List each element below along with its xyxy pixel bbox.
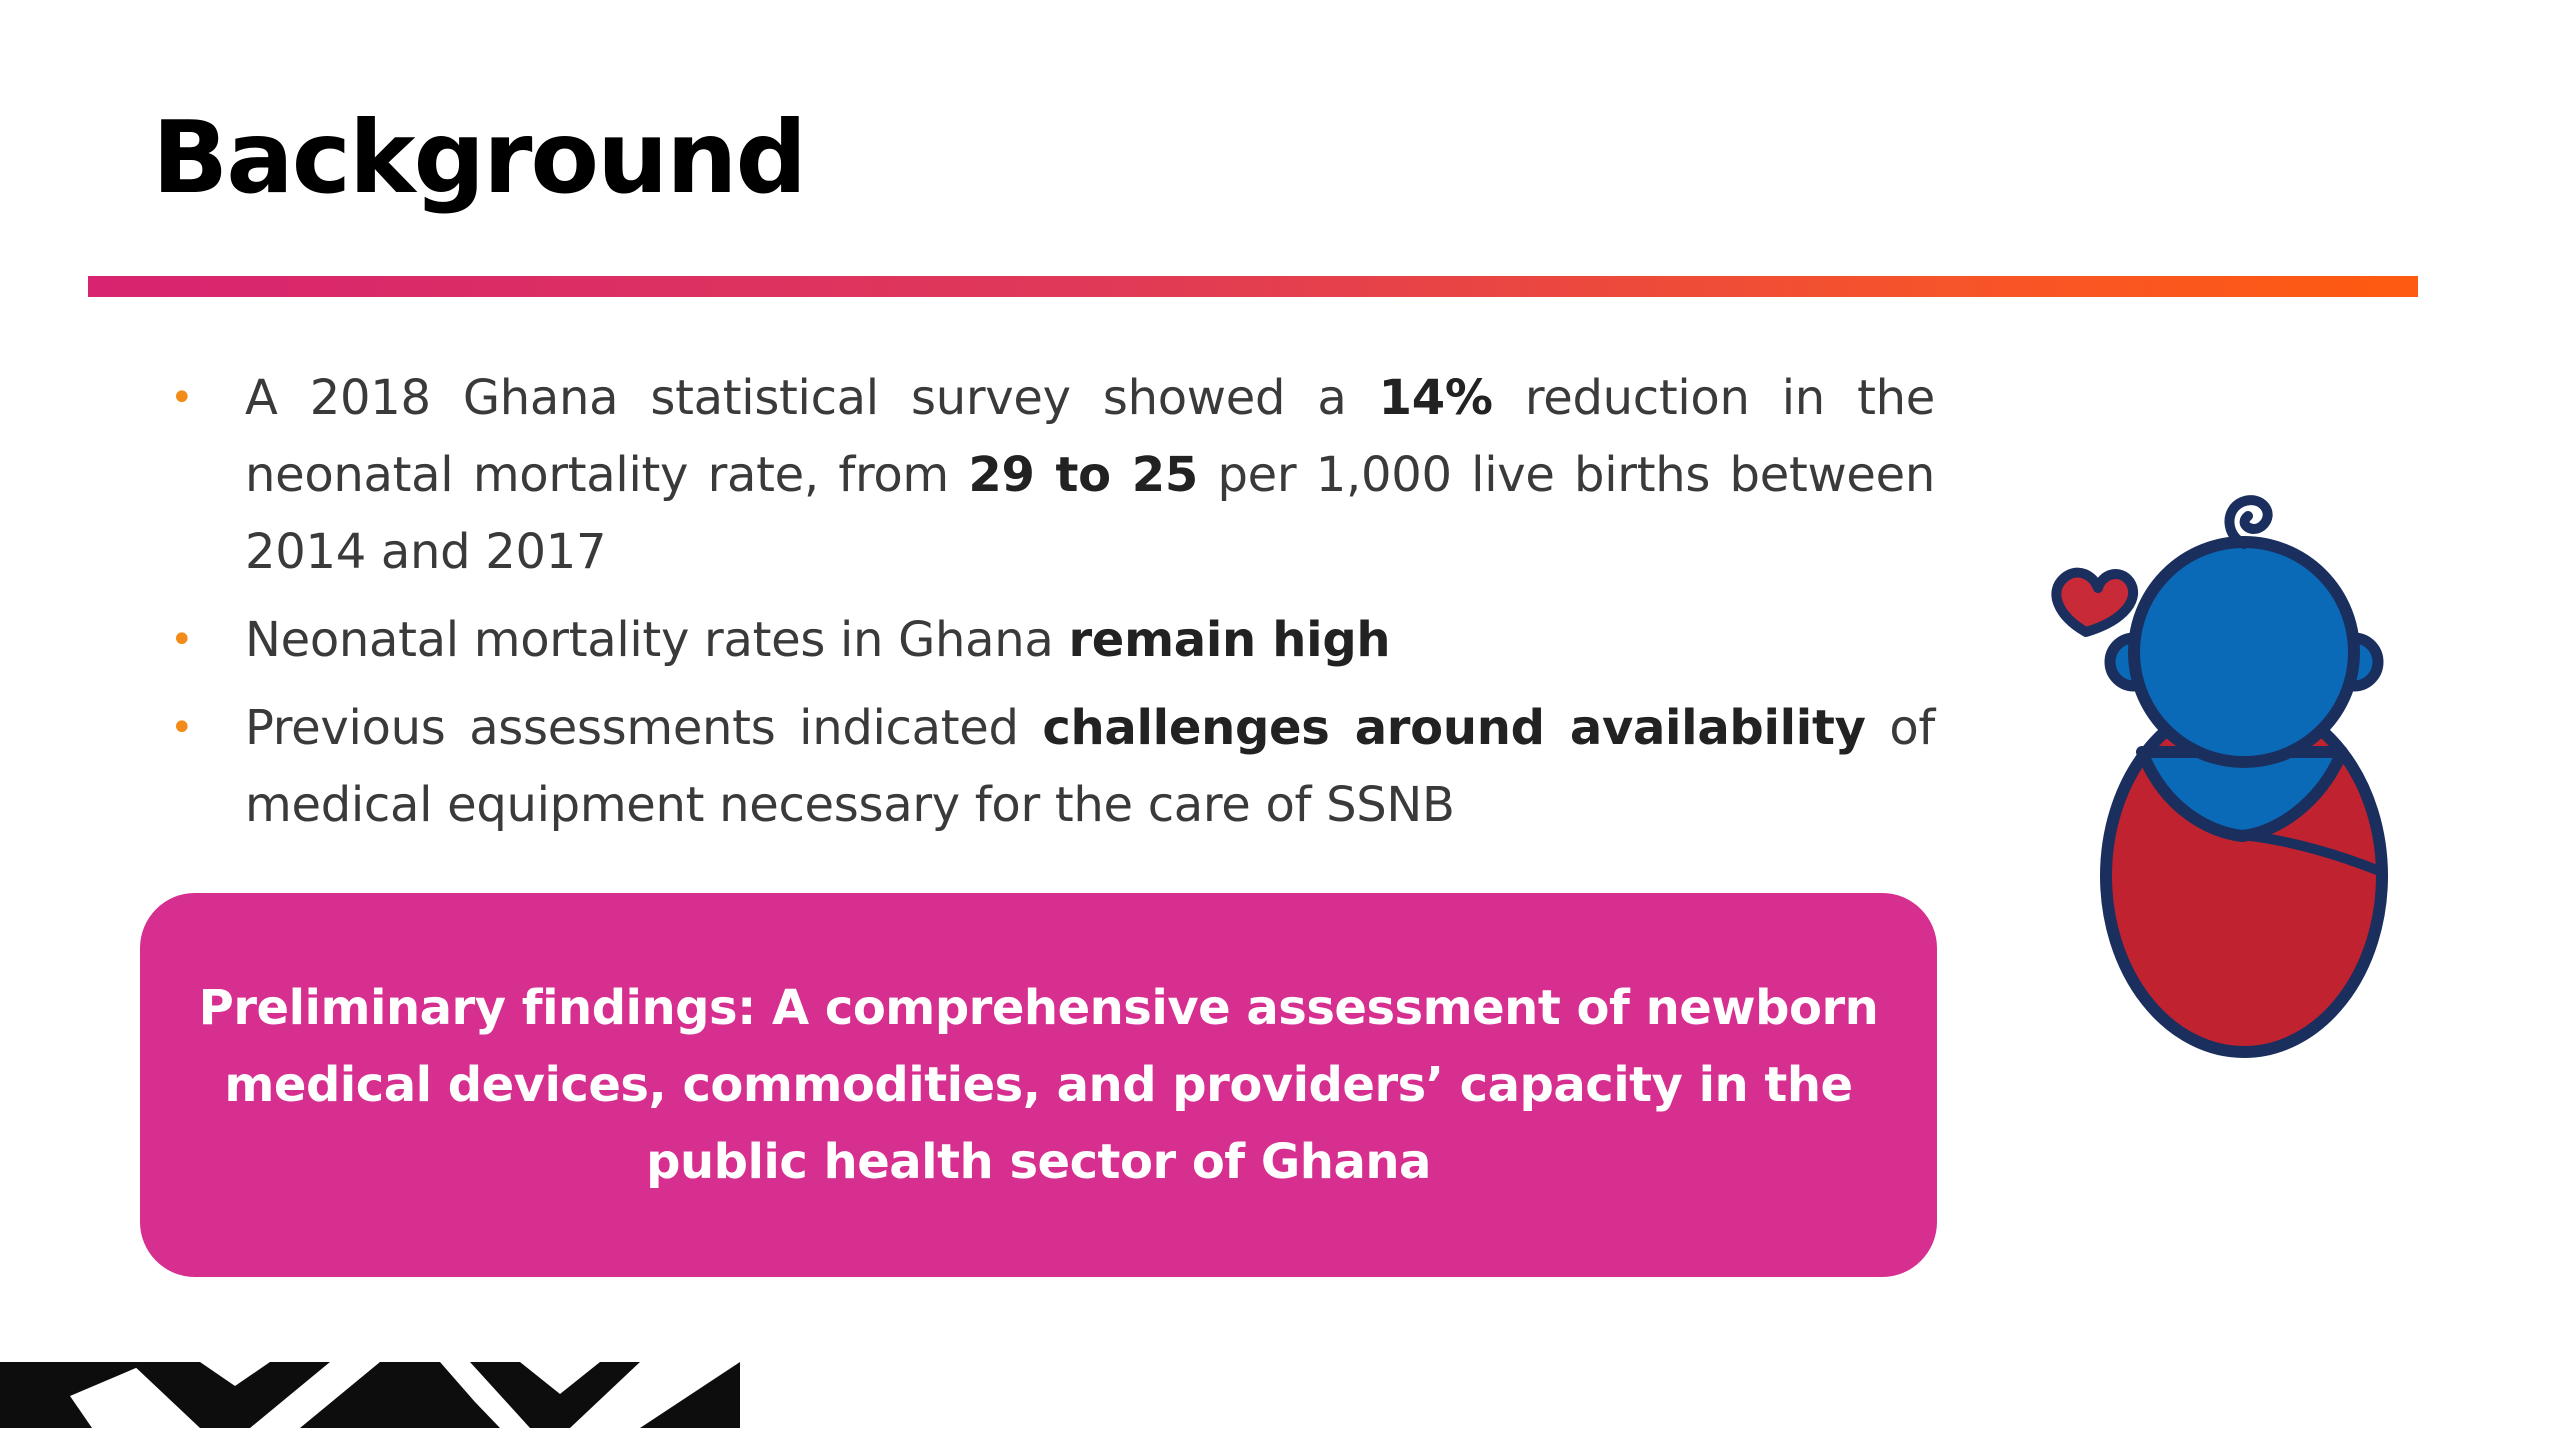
title-divider: [88, 276, 2418, 297]
bullet-text-bold: challenges around availability: [1042, 700, 1866, 756]
bullet-text-bold: 29 to 25: [968, 447, 1198, 503]
bullet-text: of medical equipment necessary for the care of SSNB: [245, 700, 1936, 833]
bullet-list: [165, 360, 1935, 855]
bullet-dot-icon: •: [170, 375, 194, 421]
bullet-item: [165, 360, 1935, 591]
findings-text: Preliminary findings: A comprehensive assessment of newborn medical devices, commodities, and providers’ capacity in the public health sector of Ghana: [198, 979, 1879, 1190]
bullet-text: Neonatal mortality rates in Ghana: [245, 612, 1069, 668]
slide-title: Background: [152, 99, 806, 216]
bullet-dot-icon: •: [170, 705, 194, 751]
bullet-item: [165, 690, 1935, 844]
baby-icon: [2030, 480, 2410, 1070]
chevron-pattern-icon: [0, 1362, 740, 1428]
heart-icon: [2056, 573, 2133, 632]
findings-callout: [140, 893, 1937, 1277]
bullet-text: A 2018 Ghana statistical survey showed a: [245, 370, 1379, 426]
bullet-text: reduction in the neonatal mortality rate, from: [245, 370, 1935, 503]
bullet-text-bold: remain high: [1068, 612, 1391, 668]
bullet-text-bold: 14%: [1378, 370, 1493, 426]
bullet-text: per 1,000 live births between 2014 and 2017: [245, 447, 1936, 580]
bullet-text: Previous assessments indicated: [245, 700, 1043, 756]
bullet-item: [165, 602, 1935, 679]
bullet-dot-icon: •: [170, 617, 194, 663]
